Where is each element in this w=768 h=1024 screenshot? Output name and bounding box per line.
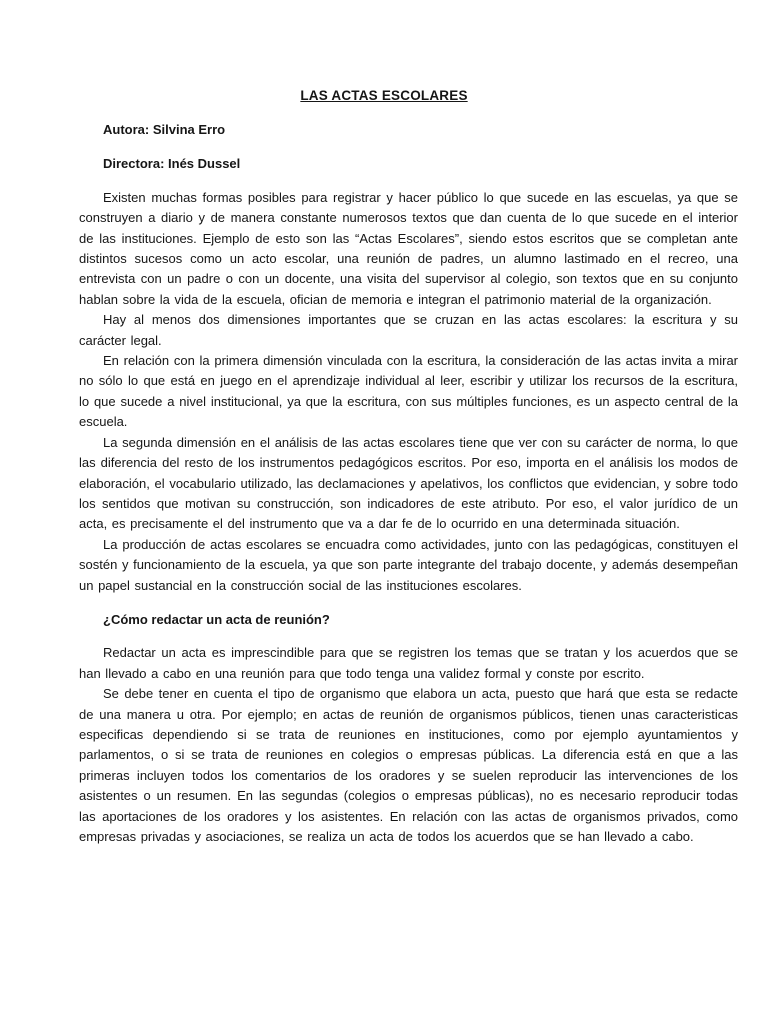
paragraph-second-dimension: La segunda dimensión en el análisis de las actas escolares tiene que ver con su carácter de norma, lo que las diferencia del resto de los instrumentos pedagógicos escritos. Por eso, importa en el análisis los modos de elaboración, el vocabulario utilizado, las declamaciones y apelativos, los conflictos que evidencian, y sobre todo los sentidos que motivan su construcción, son indicadores de este atributo. Por eso, el valor jurídico de un acta, es precisamente el del instrumento que va a dar fe de lo ocurrido en una determinada situación. xyxy=(79,434,738,532)
document-title: LAS ACTAS ESCOLARES xyxy=(300,88,468,103)
paragraph-intro: Existen muchas formas posibles para registrar y hacer público lo que sucede en las escuelas, ya que se construyen a diario y de manera constante numerosos textos que dan cuenta de lo que sucede en el interior de las instituciones. Ejemplo de esto son las “Actas Escolares”, siendo estos escritos que se completan ante distintos sucesos como un acto escolar, una reunión de padres, un alumno lastimado en el recreo, una entrevista con un padre o con un docente, una visita del supervisor al colegio, son textos que en su conjunto hablan sobre la vida de la escuela, ofician de memoria e integran el patrimonio material de la organización. xyxy=(79,189,738,307)
director-line: Directora: Inés Dussel xyxy=(103,156,241,172)
paragraph-organismos: Se debe tener en cuenta el tipo de organismo que elabora un acta, puesto que hará que esta se redacte de una manera u otra. Por ejemplo; en actas de reunión de organismos públicos, tienen unas caracteristicas especificas dependiendo si se trata de reuniones en instituciones, como por ejemplo ayuntamientos y parlamentos, o si se trata de reuniones en colegios o empresas públicas. La diferencia está en que a las primeras incluyen todos los comentarios de los oradores y se suelen reproducir las intervenciones de los asistentes o un resumen. En las segundas (colegios o empresas públicas), no es necesario reproducir todas las aportaciones de los oradores y los asistentes. En relación con las actas de organismos privados, como empresas privadas y asociaciones, se realiza un acta de todos los acuerdos que se han llevado a cabo. xyxy=(79,686,738,844)
paragraph-production: La producción de actas escolares se encuadra como actividades, junto con las pedagógicas, constituyen el sostén y funcionamiento de la escuela, ya que son parte integrante del trabajo docente, y además desempeñan un papel sustancial en la construcción social de las instituciones escolares. xyxy=(79,536,738,593)
paragraph-redactar: Redactar un acta es imprescindible para que se registren los temas que se tratan y los acuerdos que se han llevado a cabo en una reunión para que todo tenga una validez formal y conste por escrito. xyxy=(79,645,738,681)
section-heading: ¿Cómo redactar un acta de reunión? xyxy=(103,611,330,627)
paragraph-first-dimension: En relación con la primera dimensión vinculada con la escritura, la consideración de las actas invita a mirar no sólo lo que está en juego en el aprendizaje individual al leer, escribir y utilizar los recursos de la escritura, lo que sucede a nivel institucional, ya que la escritura, con sus múltiples funciones, es un aspecto central de la escuela. xyxy=(79,353,738,430)
paragraph-dimensions: Hay al menos dos dimensiones importantes que se cruzan en las actas escolares: la escritura y su carácter legal. xyxy=(79,312,738,348)
document-content xyxy=(0,120,768,847)
author-line: Autora: Silvina Erro xyxy=(103,122,226,137)
